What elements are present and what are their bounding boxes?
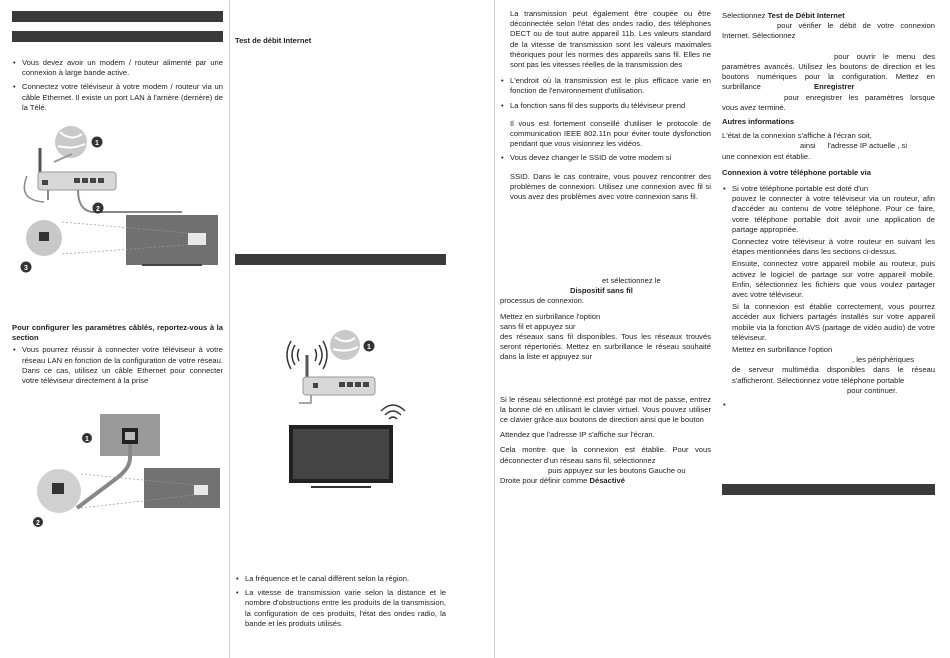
column-2 [235, 0, 446, 658]
list-item: Ensuite, connectez votre appareil mobile au routeur, puis activez le logiciel de partage sur votre appareil mobile. Enfin, sélectionnez les fichiers que vous voulez partager avec votre téléviseur. [732, 259, 935, 300]
list-item: • La fréquence et le canal diffèrent selon la région. [235, 574, 446, 584]
list-item: • Vous devez changer le SSID de votre modem si [500, 153, 711, 163]
list-item: , les périphériques [852, 355, 915, 365]
phone-heading: Connexion à votre téléphone portable via [722, 167, 871, 177]
notes-bullets [235, 574, 446, 633]
disabled-value: Désactivé [589, 476, 625, 486]
list-item: Connectez votre téléviseur à votre routeur en suivant les étapes mentionnées dans les sections ci-dessus. [732, 237, 935, 257]
list-item: • Vous devez avoir un modem / routeur alimenté par une connexion à large bande active. [12, 58, 223, 78]
wireless-setup-steps [500, 276, 711, 486]
list-item: • Vous pourrez réussir à connecter votre téléviseur à votre réseau LAN en fonction de la configuration de votre réseau. Dans ce cas, utilisez un câble Ethernet pour connecter votre téléviseur directement à la prise [12, 345, 223, 386]
wireless-device-label: Dispositif sans fil [570, 286, 633, 296]
diagram-label-2: 2 [36, 520, 40, 527]
section-header-bar [235, 254, 446, 265]
status-ainsi: ainsi [800, 141, 816, 151]
internet-globe-icon [330, 330, 360, 360]
column-1 [12, 0, 223, 658]
networks-paragraph: des réseaux sans fil disponibles. Tous les réseaux trouvés seront répertoriés. Mettez en surbrillance le réseau souhaité dans la liste et appuyez sur [500, 332, 711, 362]
speed-test-label: Test de Débit Internet [767, 11, 845, 20]
verify-line: pour vérifier le débit de votre connexion Internet. Sélectionnez [722, 21, 935, 41]
list-item: • Connectez votre téléviseur à votre modem / routeur via un câble Ethernet. Il existe un port LAN à l'arrière (derrière) de la Télé. [12, 82, 223, 113]
save-label: Enregistrer [814, 82, 855, 92]
diagram-label-1: 1 [95, 140, 99, 147]
diagram-label-2: 2 [96, 206, 100, 213]
wait-ip-line: Attendez que l'adresse IP s'affiche sur l'écran. [500, 430, 655, 440]
wireless-connection-diagram [281, 325, 411, 495]
wifi-waves-icon [287, 341, 299, 369]
select-text: Sélectionnez [722, 11, 766, 20]
list-item: • Si votre téléphone portable est doté d'un [722, 184, 935, 194]
wifi-waves-icon [381, 405, 405, 419]
diagram-label-1: 1 [367, 344, 371, 351]
column-divider [494, 0, 495, 658]
list-item: Mettez en surbrillance l'option [732, 345, 833, 355]
column-4 [722, 0, 935, 658]
save-paragraph: pour enregistrer les paramètres lorsque vous avez terminé. [722, 92, 935, 112]
diagram-label-3: 3 [24, 265, 28, 272]
list-item: • La vitesse de transmission varie selon la distance et le nombre d'obstructions entre les produits de la transmission, la configuration de ces produits, l'état des ondes radio, la bande et les produits utilisés. [235, 588, 446, 629]
section-header-bar [12, 31, 223, 42]
list-item: pouvez le connecter à votre téléviseur via un routeur, afin d'accéder au contenu de votre téléphone. Pour ce faire, votre téléphone portable doit avoir une application de partage appropriée. [732, 194, 935, 234]
list-item: • La fonction sans fil des supports du téléviseur prend [500, 101, 711, 111]
section-header-bar [12, 11, 223, 22]
speed-test-line [722, 11, 935, 21]
list-item: pour continuer. [847, 385, 898, 395]
list-item: SSID. Dans le cas contraire, vous pouvez rencontrer des problèmes de connexion. Utilisez une connexion avec fil si vous avez des problèmes avec votre connexion sans fil. [510, 171, 711, 202]
speed-test-section [722, 11, 935, 178]
phone-section [722, 184, 935, 400]
section-header-bar [722, 484, 935, 495]
column-3 [500, 0, 711, 658]
list-item: • L'endroit où la transmission est le plus efficace varie en fonction de l'environnement d'utilisation. [500, 76, 711, 96]
right-define-text: Droite pour définir comme [500, 476, 588, 486]
transmission-notes [500, 9, 711, 206]
wired-connection-diagram [12, 120, 223, 280]
intro-bullets [12, 58, 223, 117]
status-line-3: une connexion est établie. [722, 151, 811, 161]
protected-paragraph: Si le réseau sélectionné est protégé par mot de passe, entrez la bonne clé en utilisant le clavier virtuel. Vous pouvez utiliser ce clavier grâce aux boutons de direction ainsi que le bouton [500, 394, 711, 425]
internet-globe-icon [55, 126, 87, 158]
disconnect-paragraph: Cela montre que la connexion est établie. Pour vous déconnecter d'un réseau sans fil, sélectionnez [500, 445, 711, 465]
wired-heading: Pour configurer les paramètres câblés, reportez-vous à la section [12, 323, 223, 343]
tv-icon [144, 468, 220, 508]
select-line: et sélectionnez le [602, 276, 661, 285]
wall-socket-diagram [12, 408, 223, 533]
diagram-label-1: 1 [85, 436, 89, 443]
press-lr-line: puis appuyez sur les boutons Gauche ou [548, 465, 686, 475]
press-line: sans fil et appuyez sur [500, 321, 576, 331]
highlight-option-line: Mettez en surbrillance l'option [500, 311, 601, 321]
open-menu-paragraph: pour ouvrir le menu des paramètres avancés. Utilisez les boutons de direction et les boutons numériques pour la configuration. Mettez en surbrillance [722, 51, 935, 92]
speed-test-heading: Test de débit Internet [235, 36, 312, 45]
wired-settings-section [12, 323, 223, 390]
status-line-2 [722, 141, 935, 151]
column-divider [229, 0, 230, 658]
disable-line [500, 476, 711, 486]
status-ip: l'adresse IP actuelle , si [827, 141, 908, 151]
list-item: Il vous est fortement conseillé d'utiliser le protocole de communication IEEE 802.11n pour éviter toute dysfonction pendant que vous visionnez les vidéos. [510, 118, 711, 149]
list-item: de serveur multimédia disponibles dans le réseau s'afficheront. Sélectionnez votre téléphone portable [732, 365, 935, 385]
list-item: La transmission peut également être coupée ou être déconnectée selon l'état des ondes radio, des téléphones DECT ou de tout autre appareil 11b. Les valeurs standard de la vitesse de transmission sont les valeurs maximales théoriques pour les normes des appareils sans fil. Elles ne sont pas les vitesses réelles de la transmission des [510, 9, 711, 70]
process-line: processus de connexion. [500, 296, 585, 306]
status-line: L'état de la connexion s'affiche à l'écran soit, [722, 131, 872, 141]
list-item: Si la connexion est établie correctement, vous pourrez accéder aux fichiers partagés installés sur votre appareil mobile via la fonction AVS (partage de vidéo audio) de votre téléviseur. [732, 302, 935, 342]
other-info-heading: Autres informations [722, 117, 795, 127]
